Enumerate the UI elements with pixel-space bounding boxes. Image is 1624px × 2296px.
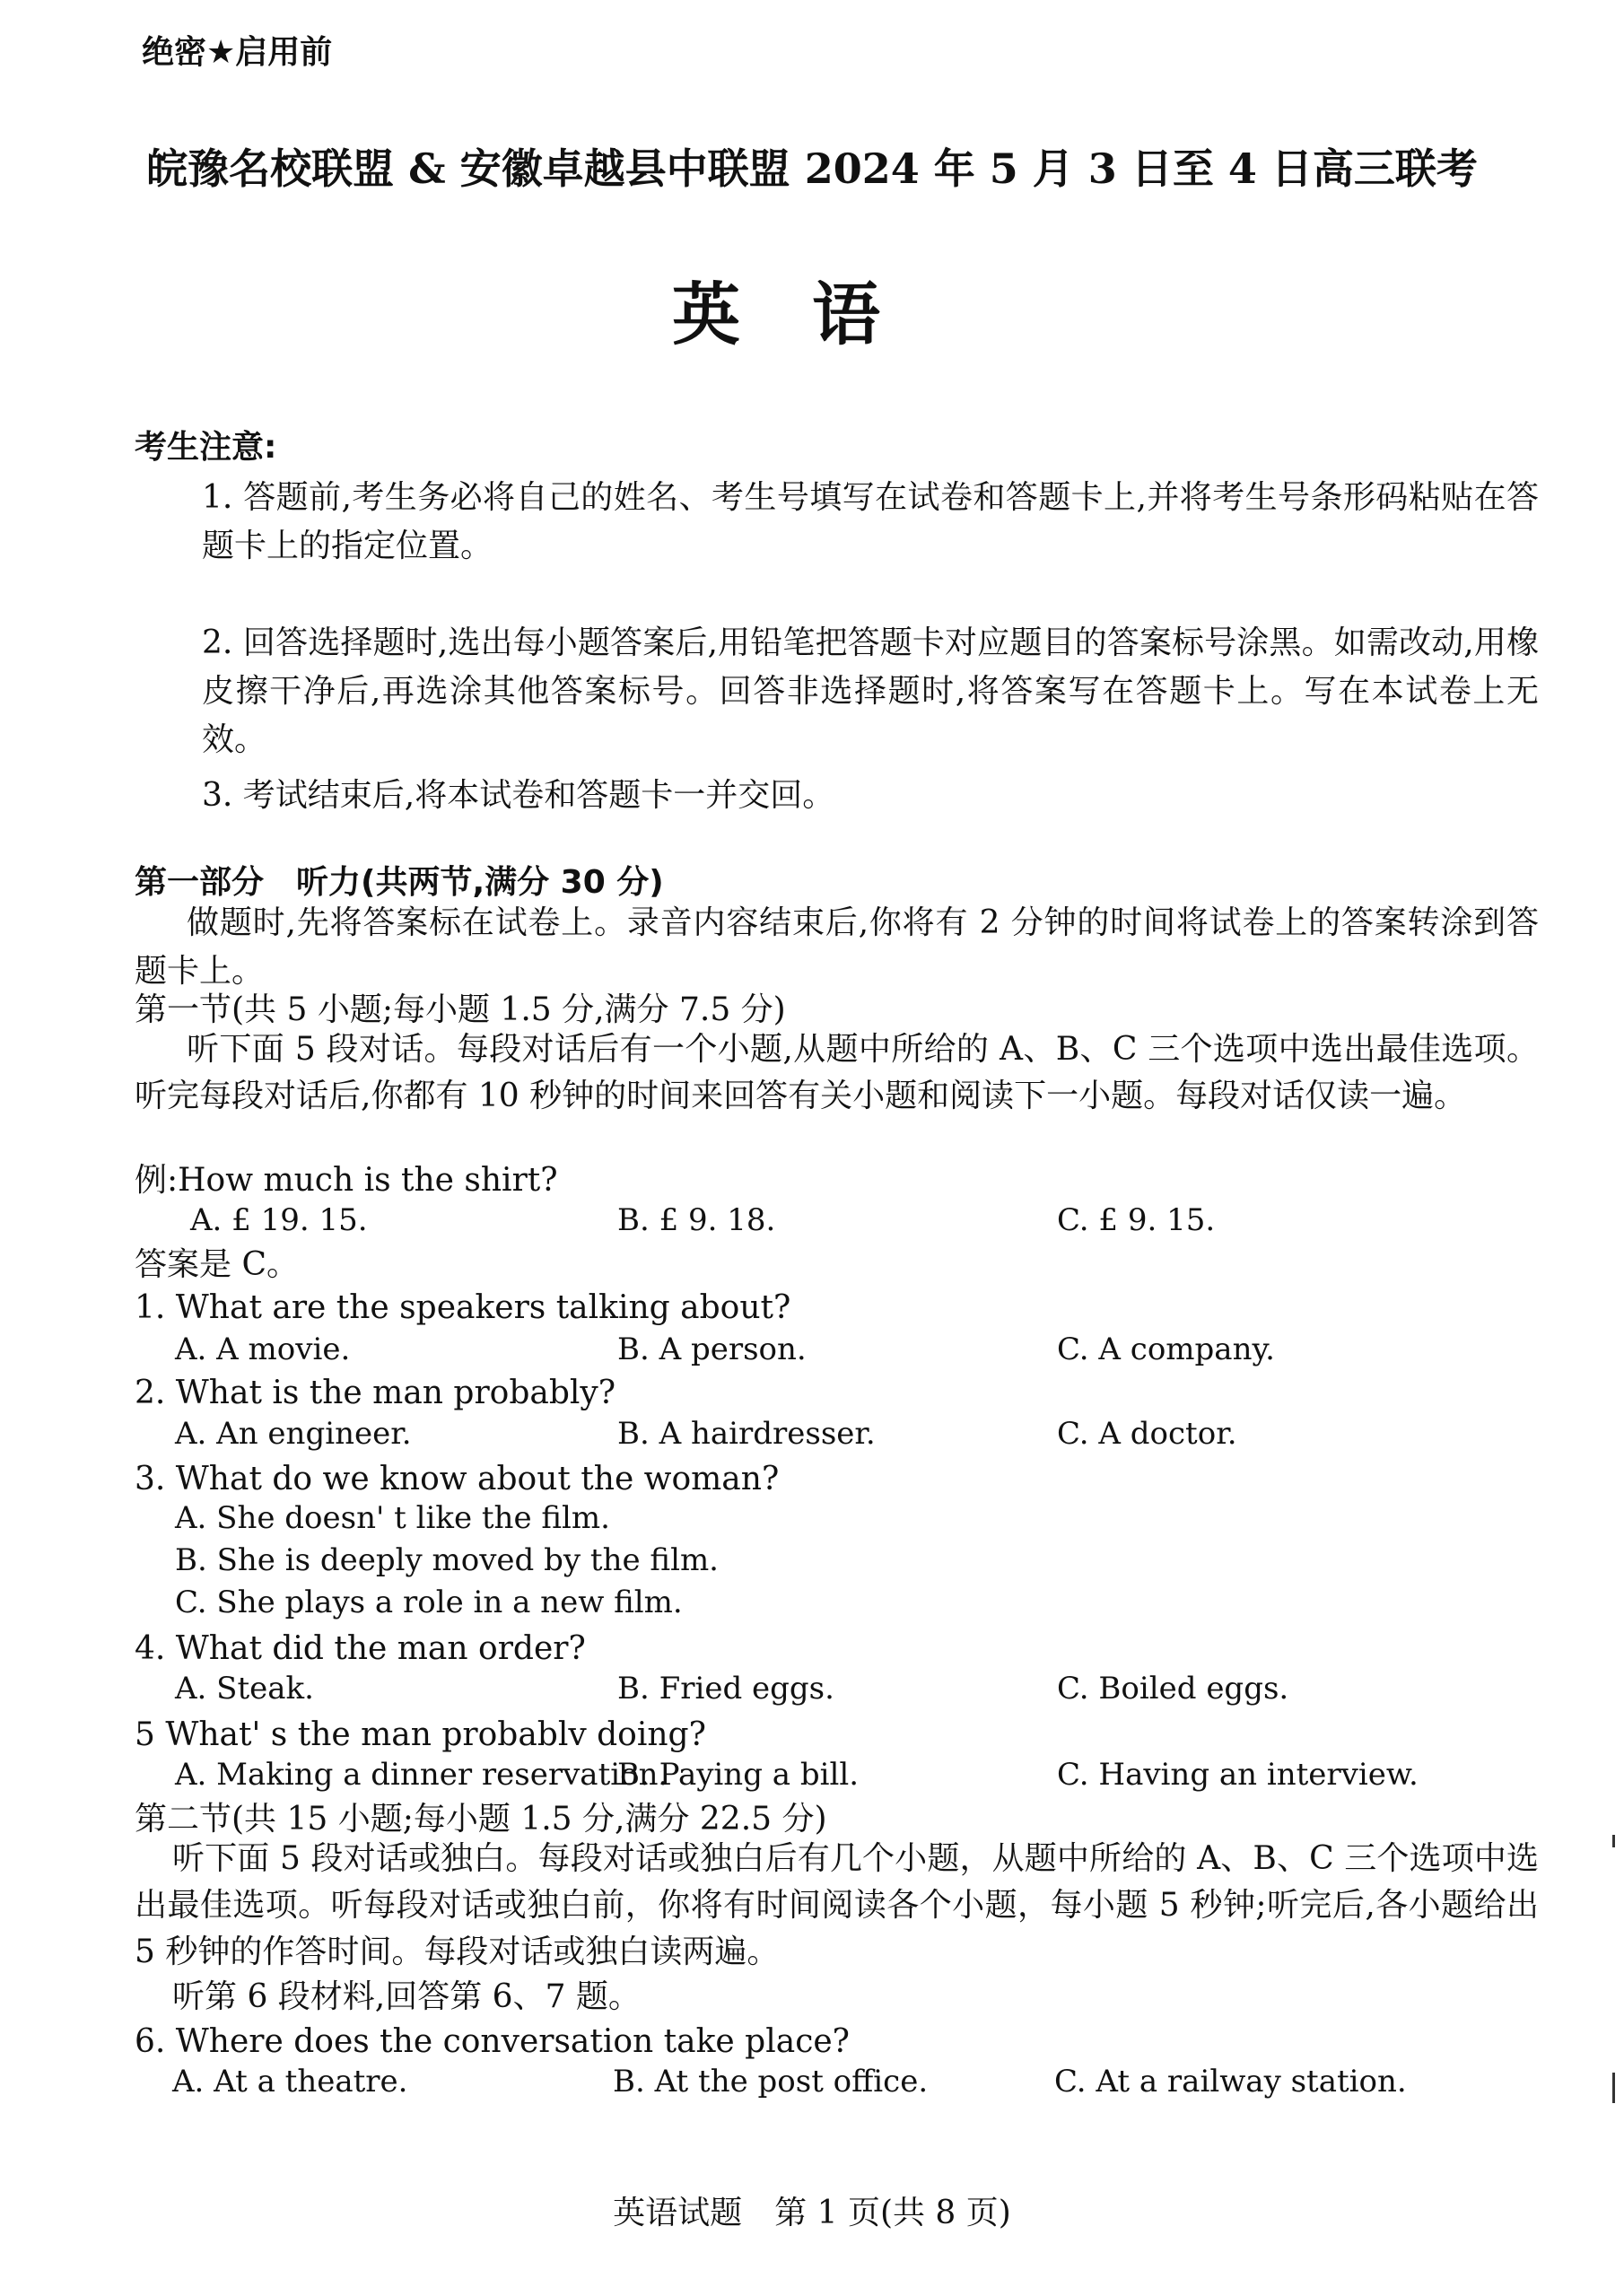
notice-item-2: 2. 回答选择题时,选出每小题答案后,用铅笔把答题卡对应题目的答案标号涂黑。如需改动,用橡皮擦干净后,再选涂其他答案标号。回答非选择题时,将答案写在答题卡上。写在本试卷上无效。 (202, 624, 1539, 758)
q4-option-a: A. Steak. (175, 1671, 314, 1707)
q2-option-c: C. A doctor. (1057, 1416, 1237, 1452)
section2-instruction: 听下面 5 段对话或独白。每段对话或独白后有几个小题，从题中所给的 A、B、C 三个选项中选出最佳选项。听每段对话或独白前，你将有时间阅读各个小题，每小题 5 秒钟;听完后,各小题给出 5 秒钟的作答时间。每段对话或独白读两遍。 (135, 1840, 1539, 1970)
example-question: 例:How much is the shirt? (135, 1162, 558, 1199)
example-answer: 答案是 C。 (135, 1246, 299, 1283)
section1-heading: 第一节(共 5 小题;每小题 1.5 分,满分 7.5 分) (135, 991, 786, 1028)
part1-heading: 第一部分 听力(共两节,满分 30 分) (135, 864, 664, 901)
q1-option-c: C. A company. (1057, 1331, 1275, 1367)
q6-option-b: B. At the post office. (613, 2064, 929, 2100)
confidential-label: 绝密★启用前 (142, 34, 333, 71)
question-5: 5 What' s the man probablv doing? (135, 1716, 706, 1753)
q5-option-b: B. Paying a bill. (617, 1757, 860, 1793)
subject-title: 英语 (672, 275, 952, 354)
example-option-a: A. £ 19. 15. (190, 1202, 368, 1238)
example-option-b: B. £ 9. 18. (617, 1202, 776, 1238)
question-4: 4. What did the man order? (135, 1630, 586, 1667)
part1-instruction: 做题时,先将答案标在试卷上。录音内容结束后,你将有 2 分钟的时间将试卷上的答案转涂到答题卡上。 (135, 904, 1539, 990)
section1-instruction: 听下面 5 段对话。每段对话后有一个小题,从题中所给的 A、B、C 三个选项中选出最佳选项。听完每段对话后,你都有 10 秒钟的时间来回答有关小题和阅读下一小题。每段对话仅读一遍。 (135, 1031, 1539, 1114)
scan-edge-mark (1612, 2073, 1615, 2103)
q3-option-c: C. She plays a role in a new film. (175, 1585, 683, 1620)
q5-option-a: A. Making a dinner reservation. (175, 1757, 668, 1793)
q6-option-a: A. At a theatre. (172, 2064, 408, 2100)
q1-option-b: B. A person. (617, 1331, 807, 1367)
notice-item-3: 3. 考试结束后,将本试卷和答题卡一并交回。 (202, 777, 835, 814)
material-6-label: 听第 6 段材料,回答第 6、7 题。 (172, 1978, 641, 2015)
question-2: 2. What is the man probably? (135, 1375, 616, 1411)
exam-title: 皖豫名校联盟 & 安徽卓越县中联盟 2024 年 5 月 3 日至 4 日高三联考 (146, 144, 1478, 193)
section2-heading: 第二节(共 15 小题;每小题 1.5 分,满分 22.5 分) (135, 1801, 827, 1838)
q6-option-c: C. At a railway station. (1054, 2064, 1407, 2100)
question-1: 1. What are the speakers talking about? (135, 1289, 791, 1326)
question-3: 3. What do we know about the woman? (135, 1461, 780, 1497)
q3-option-a: A. She doesn' t like the film. (175, 1500, 610, 1536)
notice-item-1: 1. 答题前,考生务必将自己的姓名、考生号填写在试卷和答题卡上,并将考生号条形码粘贴在答题卡上的指定位置。 (202, 479, 1539, 564)
q4-option-c: C. Boiled eggs. (1057, 1671, 1289, 1707)
q1-option-a: A. A movie. (175, 1331, 351, 1367)
q4-option-b: B. Fried eggs. (617, 1671, 834, 1707)
notice-heading: 考生注意: (135, 429, 277, 466)
q5-option-c: C. Having an interview. (1057, 1757, 1419, 1793)
scan-edge-mark (1612, 1835, 1615, 1847)
example-option-c: C. £ 9. 15. (1057, 1202, 1216, 1238)
q2-option-b: B. A hairdresser. (617, 1416, 876, 1452)
q3-option-b: B. She is deeply moved by the film. (175, 1542, 719, 1578)
page-footer: 英语试题 第 1 页(共 8 页) (613, 2195, 1011, 2231)
q2-option-a: A. An engineer. (175, 1416, 412, 1452)
question-6: 6. Where does the conversation take place? (135, 2023, 850, 2060)
